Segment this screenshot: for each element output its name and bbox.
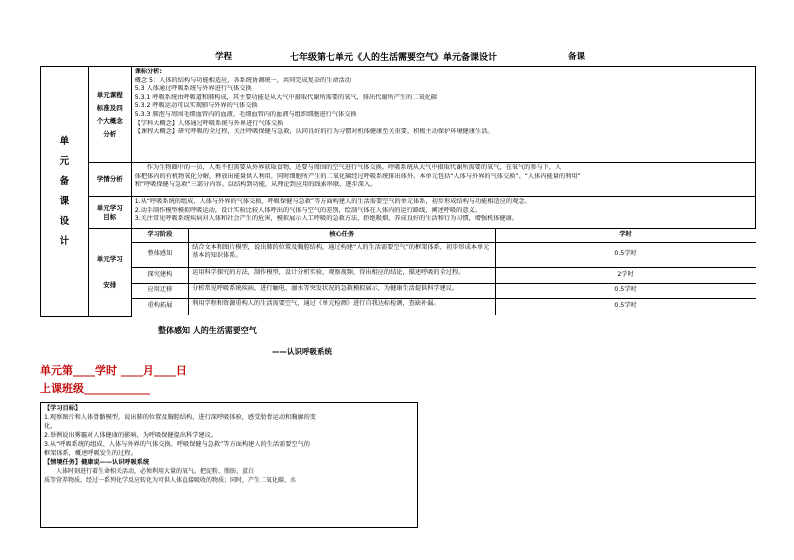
arrange-head-hours: 学时 (495, 229, 756, 242)
prep-label: 备课 (568, 52, 586, 62)
stage-cell: 应用迁移 (132, 283, 189, 298)
stage-cell: 整体感知 (132, 242, 189, 267)
table-row (132, 267, 756, 283)
lesson-table (40, 402, 418, 528)
stage-cell: 重构拓展 (132, 298, 189, 315)
analysis-label: 单元课程 标准及四 个大概念 分析 (88, 67, 131, 163)
goal-content: 1.从“呼吸系统的组成、人体与外界的气体交换、呼吸保健与急救”等方面构建人的生活需要空气的单元体系，初步形成结构与功能相适应的观念。 2.动手制作模型模拟呼吸运动，设计实验比较人体呼出的气体与空气的差别，绘制气体在人体内的运行路线，阐述呼吸的意义。 3.关注常见呼吸系统疾病对人体和社会产生的危害，模拟展示人工呼吸的急救方法，拒绝吸烟，养成良好的生活和行为习惯，增强机体健康。 (131, 197, 755, 229)
hours-cell: 0.5学时 (495, 298, 756, 315)
hours-cell: 2学时 (495, 267, 756, 283)
table-row (132, 283, 756, 298)
hours-cell: 0.5学时 (495, 283, 756, 298)
page-title: 七年级第七单元《人的生活需要空气》单元备课设计 (290, 53, 498, 63)
arrange-label: 单元学习 安排 (88, 229, 131, 317)
lesson-title: 整体感知 人的生活需要空气 (158, 326, 257, 335)
arrange-head-stage: 学习阶段 (132, 229, 189, 242)
table-row (132, 298, 756, 315)
analysis-content: 课标分析: 概念 5：人体的结构与功能相适应，各系统协调统一，共同完成复杂的生命活动 5.3 人体通过呼吸系统与外界进行气体交换 5.3.1 呼吸系统由呼吸道和肺构成，其主要功能是从大气中摄取代谢所需要的氧气，排出代谢所产生的二氧化碳 5.3.2 呼吸运动可以实现肺与外界的气体交换 5.3.3 肺泡与周围毛细血管内的血液、毛细血管内的血液与组织细胞进行气体交换 【学科大概念】人体通过呼吸系统与外界进行气体交换 【课程大概念】研究呼吸的全过程，关注呼吸保健与急救，认同良好的行为习惯对机体健康至关重要，积极主动保护环境健康生活。 (131, 67, 755, 163)
goal-label: 单元学习 目标 (88, 197, 131, 229)
task-cell: 利用学程和资源重构人的生活需要空气，通过《单元检测》进行自我达标检测，查缺补漏。 (189, 298, 495, 315)
class-line: 上课班级____________ (40, 382, 150, 395)
unit-design-table (40, 66, 756, 317)
subject-label: 学程 (215, 52, 233, 62)
task-cell: 结合文本和图片模型，说出肺的位置及胸腔结构，通过构建“人的生活需要空气”的框架体系，初步形成本单元基本的知识体系。 (189, 242, 495, 267)
stage-cell: 探究建构 (132, 267, 189, 283)
task-cell: 运用科学探究的方法，制作模型，设计分析实验，观察视频，得出相应的结论，描述呼吸的全过程。 (189, 267, 495, 283)
learner-content: 作为生物圈中的一员，人类不但需要从外界获取食物，还要与周围的空气进行气体交换。呼吸系统从大气中摄取代谢所需要的氧气，在氧气的参与下，人 体把体内的有机物氧化分解，释放出能量供人利用，同时细胞所产生的二氧化碳经过呼吸系统排出体外。本单元包括“人体与外界的气体交换”、“人体内能量的利用” 和“呼吸保健与急救”三部分内容。以结构到功能，从理论到应用的线索串联，逐步深入。 (131, 163, 755, 197)
arrange-table (132, 229, 756, 315)
task-cell: 分析常见呼吸系统疾病，进行触电、溺水等突发状况的急救模拟展示，为健康生活提供科学建议。 (189, 283, 495, 298)
hours-cell: 0.5学时 (495, 242, 756, 267)
lesson-content: 【学习目标】 1.观察图片和人体骨骼模型，说出肺的位置及胸腔结构，进行深呼吸体验，感受肋骨运动和胸廓的变 化。 2.举例说出雾霾对人体健康的影响，为呼吸保健提出科学建议。 3.从“呼吸系统的组成、人体与外界的气体交换、呼吸保健与急救”等方面构建人的生活需要空气的 框架体系，概述呼吸发生的过程。 【情境任务】健康说——认识呼吸系统 人体时刻进行着生命相关活动，必须利用大量的氧气。把淀粉、脂肪、蛋白 质等营养物质，经过一系列化学反应转化为可供人体直接吸收的物质；同时，产生二氧化碳、水 (41, 403, 418, 528)
learner-label: 学情分析 (88, 163, 131, 197)
table-row (132, 242, 756, 267)
arrange-cell (131, 229, 755, 317)
side-title: 单 元 备 课 设 计 (41, 67, 89, 317)
unit-period-line: 单元第____学时 ____月____日 (40, 364, 187, 377)
arrange-head-task: 核心任务 (189, 229, 495, 242)
lesson-subtitle: ——认识呼吸系统 (272, 347, 332, 356)
